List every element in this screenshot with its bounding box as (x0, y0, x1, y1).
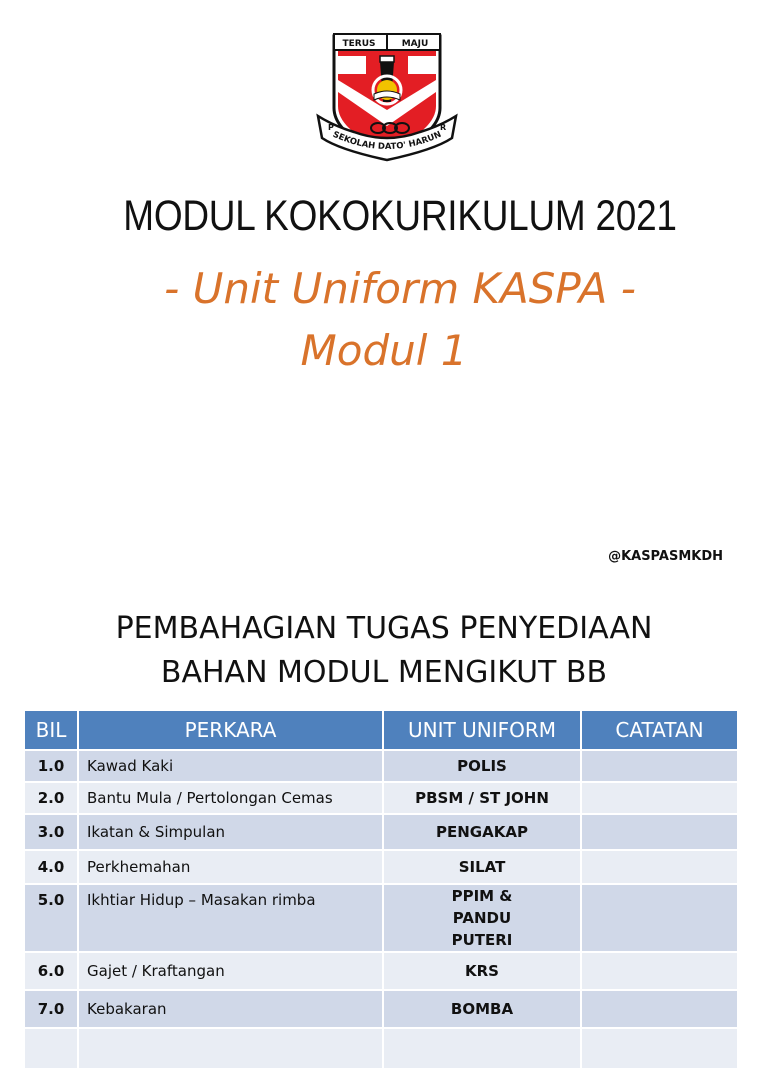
cell-perkara: Perkhemahan (78, 850, 383, 884)
cell-unit-empty (383, 1028, 581, 1068)
section-title-line-2: BAHAN MODUL MENGIKUT BB (160, 655, 608, 690)
table-header-row (25, 711, 737, 750)
table-row (25, 952, 737, 990)
logo-school-name: SEKOLAH DATO' HARUN (331, 129, 443, 153)
unit-subtitle: - Unit Uniform KASPA - (164, 264, 636, 313)
cell-unit: POLIS (383, 750, 581, 782)
cell-bil: 4.0 (25, 850, 78, 884)
cell-bil: 3.0 (25, 814, 78, 850)
cell-unit: PBSM / ST JOHN (383, 782, 581, 814)
cell-bil-empty (25, 1028, 78, 1068)
logo-motto-left: TERUS (342, 39, 376, 49)
cell-catatan (581, 990, 737, 1028)
cell-perkara: Kawad Kaki (78, 750, 383, 782)
cell-perkara: Kebakaran (78, 990, 383, 1028)
cell-bil: 1.0 (25, 750, 78, 782)
cell-perkara: Ikatan & Simpulan (78, 814, 383, 850)
cell-unit: PPIM & PANDU PUTERI (383, 884, 581, 952)
header-perkara: PERKARA (78, 711, 383, 750)
cell-catatan (581, 850, 737, 884)
cell-catatan (581, 884, 737, 952)
cell-perkara: Ikhtiar Hidup – Masakan rimba (78, 884, 383, 952)
cell-perkara: Gajet / Kraftangan (78, 952, 383, 990)
cell-perkara-empty (78, 1028, 383, 1068)
cell-unit: PENGAKAP (383, 814, 581, 850)
social-handle: @KASPASMKDH (608, 549, 723, 564)
cell-bil: 7.0 (25, 990, 78, 1028)
cell-unit: SILAT (383, 850, 581, 884)
school-crest-logo (314, 30, 460, 164)
cell-catatan (581, 782, 737, 814)
cell-catatan (581, 814, 737, 850)
header-unit-uniform: UNIT UNIFORM (383, 711, 581, 750)
task-table (25, 711, 737, 1068)
table-row (25, 750, 737, 782)
cell-bil: 5.0 (25, 884, 78, 952)
logo-motto-right: MAJU (401, 39, 429, 49)
table-row (25, 990, 737, 1028)
table-row (25, 814, 737, 850)
section-title-line-1: PEMBAHAGIAN TUGAS PENYEDIAAN (115, 611, 653, 646)
cell-catatan (581, 952, 737, 990)
logo-letter-right: R (440, 123, 447, 132)
table-row (25, 782, 737, 814)
table-row (25, 850, 737, 884)
logo-letter-left: P (328, 123, 334, 132)
header-catatan: CATATAN (581, 711, 737, 750)
cell-bil: 2.0 (25, 782, 78, 814)
cell-unit: KRS (383, 952, 581, 990)
module-number: Modul 1 (300, 326, 468, 375)
table-row-cut-off (25, 1028, 737, 1068)
cell-bil: 6.0 (25, 952, 78, 990)
module-title: MODUL KOKOKURIKULUM 2021 (123, 192, 677, 240)
cell-catatan (581, 750, 737, 782)
table-row (25, 884, 737, 952)
cell-perkara: Bantu Mula / Pertolongan Cemas (78, 782, 383, 814)
cell-catatan-empty (581, 1028, 737, 1068)
cell-unit: BOMBA (383, 990, 581, 1028)
header-bil: BIL (25, 711, 78, 750)
